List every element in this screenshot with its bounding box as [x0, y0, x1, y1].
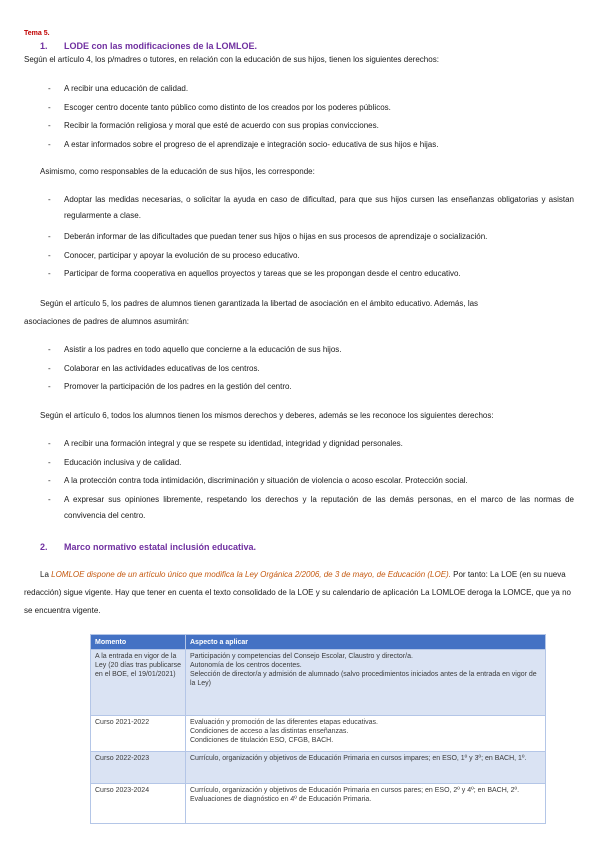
cell-aspecto: Participación y competencias del Consejo Escolar, Claustro y director/a. Autonomía de los centros docentes. Selección de director/a y admisión de alumnado (salvo procedimientos iniciados antes de la entrada en vigor de la Ley)	[186, 650, 546, 716]
article-5-line-2: asociaciones de padres de alumnos asumirán:	[24, 317, 189, 326]
cell-momento: Curso 2022-2023	[91, 752, 186, 784]
column-header-aspecto: Aspecto a aplicar	[186, 635, 546, 650]
article-5-line-1: Según el artículo 5, los padres de alumnos tienen garantizada la libertad de asociación en el ámbito educativo. Además, las	[40, 299, 479, 308]
duties-intro: Asimismo, como responsables de la educación de sus hijos, les corresponde:	[40, 167, 315, 176]
section-1-heading	[40, 41, 257, 51]
cell-momento: Curso 2021-2022	[91, 716, 186, 752]
section-1-number: 1.	[40, 41, 48, 51]
table-row	[91, 650, 546, 716]
section-2-title: Marco normativo estatal inclusión educativa.	[64, 542, 257, 552]
article-6-intro: Según el artículo 6, todos los alumnos tienen los mismos derechos y deberes, además se les reconoce los siguientes derechos:	[40, 411, 494, 420]
cell-aspecto: Currículo, organización y objetivos de Educación Primaria en cursos pares; en ESO, 2º y 4º; en BACH, 2º. Evaluaciones de diagnóstico en 4º de Educación Primaria.	[186, 784, 546, 824]
calendar-table	[90, 634, 546, 824]
cell-aspecto: Currículo, organización y objetivos de Educación Primaria en cursos impares; en ESO, 1º y 3º; en BACH, 1º.	[186, 752, 546, 784]
column-header-momento: Momento	[91, 635, 186, 650]
section-2-heading	[40, 542, 256, 552]
list-item: - A expresar sus opiniones libremente, respetando los derechos y la reputación de las demás personas, en el marco de las normas de convivencia del centro.	[48, 495, 574, 520]
section-2-number: 2.	[40, 542, 48, 552]
table-row	[91, 784, 546, 824]
topic-label: Tema 5.	[24, 30, 50, 37]
table-row	[91, 716, 546, 752]
cell-momento: A la entrada en vigor de la Ley (20 días tras publicarse en el BOE, el 19/01/2021)	[91, 650, 186, 716]
lomloe-paragraph: La LOMLOE dispone de un artículo único que modifica la Ley Orgánica 2/2006, de 3 de mayo, de Educación (LOE). Por tanto: La LOE (en su nueva redacción) sigue vigente. Hay que tener en cuenta el texto consolidado de la LOE y su calendario de aplicación La LOMLOE deroga la LOMCE, que ya no se encuentra vigente.	[24, 570, 571, 615]
section-1-title: LODE con las modificaciones de la LOMLOE.	[64, 41, 258, 51]
table-header-row	[91, 635, 546, 650]
cell-momento: Curso 2023-2024	[91, 784, 186, 824]
lomloe-italic-text: LOMLOE dispone de un artículo único que modifica la Ley Orgánica 2/2006, de 3 de mayo, de Educación (LOE).	[51, 570, 451, 579]
list-item: - Adoptar las medidas necesarias, o solicitar la ayuda en caso de dificultad, para que sus hijos cursen las enseñanzas obligatorias y asistan regularmente a clase.	[48, 195, 574, 220]
table-row	[91, 752, 546, 784]
document-page: Tema 5. 1. LODE con las modificaciones de la LOMLOE. Según el artículo 4, los p/madres o tutores, en relación con la educación de sus hijos, tienen los siguientes derechos: - A recibir una educación de calidad. - Escoger centro docente tanto público como distinto de los creados por los poderes públicos. - Recibir la formación religiosa y moral que esté de acuerdo con sus propias convicciones. - A estar informados sobre el progreso de el aprendizaje e integración socio- educativa de sus hijos e hijas. Asimismo, como responsables de la educación de sus hijos, les corresponde: - Adoptar las medidas necesarias, o solicitar la ayuda en caso de dificultad, para que sus hijos cursen las enseñanzas obligatorias y asistan regularmente a clase. - Deberán informar de las dificultades que puedan tener sus hijos o hijas en sus procesos de aprendizaje o socialización. - Conocer, participar y apoyar la evolución de su proceso educativo. - Participar de forma cooperativa en aquellos proyectos y tareas que se les propongan desde el centro educativo. Según el artículo 5, los padres de alumnos tienen garantizada la libertad de asociación en el ámbito educativo. Además, las asociaciones de padres de alumnos asumirán: - Asistir a los padres en todo aquello que concierne a la educación de sus hijos. - Colaborar en las actividades educativas de los centros. - Promover la participación de los padres en la gestión del centro. Según el artículo 6, todos los alumnos tienen los mismos derechos y deberes, además se les reconoce los siguientes derechos: - A recibir una formación integral y que se respete su identidad, integridad y dignidad personales. - Educación inclusiva y de calidad. - A la protección contra toda intimidación, discriminación y situación de violencia o acoso escolar. Protección social. - A expresar sus opiniones libremente, respetando los derechos y la reputación de las demás personas, en el marco de las normas de convivencia del centro. 2. Marco normativo estatal inclusión educativa. La LOMLOE dispone de un artículo único que modifica la Ley Orgánica 2/2006, de 3 de mayo, de Educación (LOE). Por tanto: La LOE (en su nueva redacción) sigue vigente. Hay que tener en cuenta el texto consolidado de la LOE y su calendario de aplicación La LOMLOE deroga la LOMCE, que ya no se encuentra vigente. Momento Aspecto a aplicar A la entrada en vigor de la Ley (20 días tras publicarse en el BOE, el 19/01/2021) Participación y competencias del Consejo Escolar, Claustro y director/a. Autonomía de los centros docentes. Selección de director/a y admisión de alumnado (salvo procedimientos iniciados antes de la entrada en vigor de la Ley) Curso 2021-2022 Evaluación y promoción de las diferentes etapas educativas. Condiciones de acceso a las distintas enseñanzas. Condiciones de titulación ESO, CFGB, BACH. Curso 2022-2023 Currículo, organización y objetivos de Educación Primaria en cursos impares; en ESO, 1º y 3º; en BACH, 1º. Curso 2023-2024 Currículo, organización y objetivos de Educación Primaria en cursos pares; en ESO, 2º y 4º; en BACH, 2º. Evaluaciones de diagnóstico en 4º de Educación Primaria.	[0, 0, 600, 848]
article-4-intro: Según el artículo 4, los p/madres o tutores, en relación con la educación de sus hijos, tienen los siguientes derechos:	[24, 55, 439, 64]
cell-aspecto: Evaluación y promoción de las diferentes etapas educativas. Condiciones de acceso a las distintas enseñanzas. Condiciones de titulación ESO, CFGB, BACH.	[186, 716, 546, 752]
